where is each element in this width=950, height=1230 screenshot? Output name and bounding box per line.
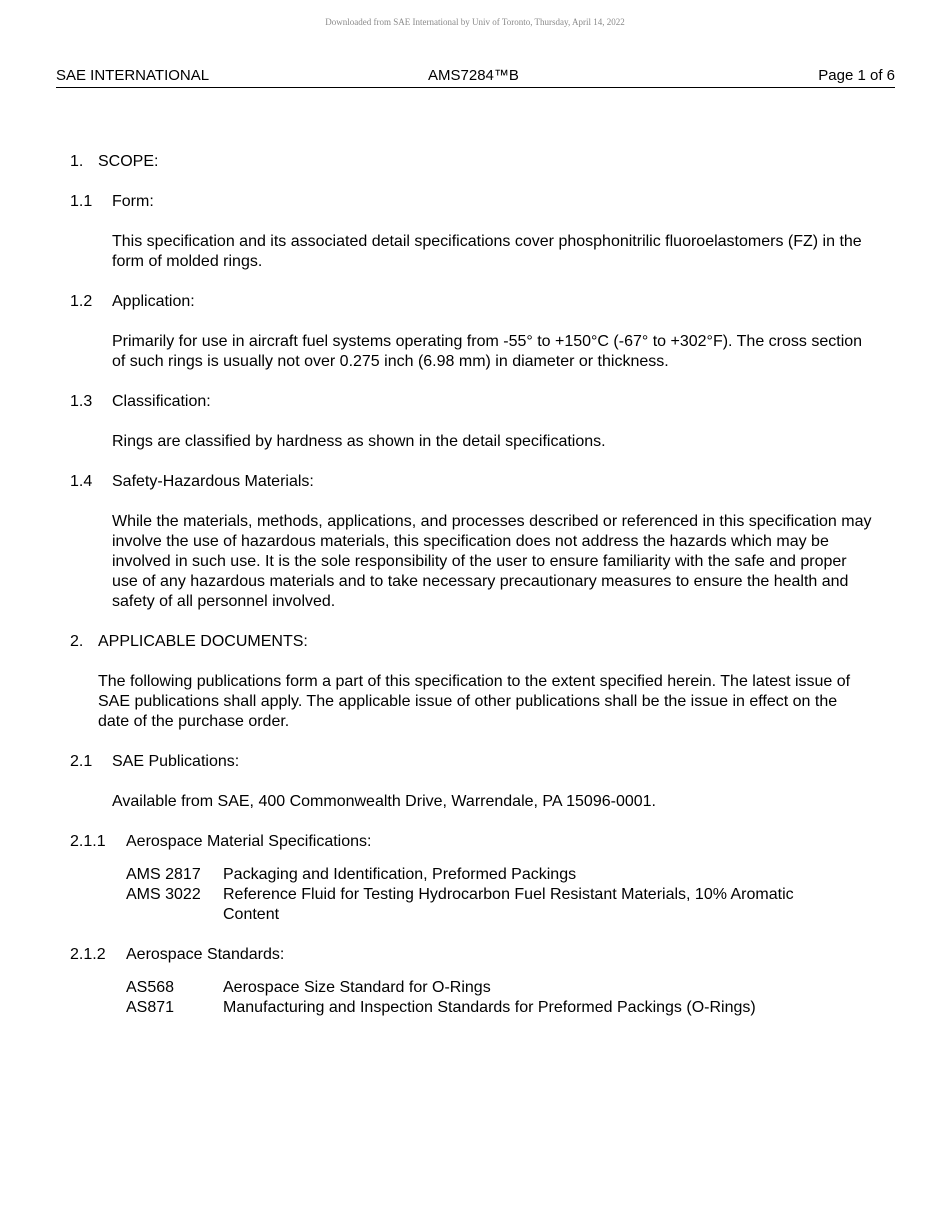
section-paragraph-safety: While the materials, methods, applications, and processes described or referenced in this specification may involve the use of hazardous materials, this specification does not address the hazards which may be involved in such use. It is the sole responsibility of the user to ensure familiarity with the safe and proper use of any hazardous materials and to take necessary precautionary measures to ensure the health and safety of all personnel involved. <box>112 513 872 610</box>
section-heading-aerospace-standards <box>70 945 870 965</box>
reference-description: Packaging and Identification, Preformed Packings <box>223 866 577 883</box>
section-number: 2.1 <box>70 753 93 770</box>
section-heading-scope <box>70 152 870 172</box>
page-number: Page 1 of 6 <box>818 67 895 84</box>
section-title: SCOPE: <box>98 153 159 170</box>
reference-code: AS871 <box>126 999 175 1016</box>
ams-reference-list <box>70 865 870 925</box>
publisher-name: SAE INTERNATIONAL <box>56 67 210 84</box>
section-title: APPLICABLE DOCUMENTS: <box>98 633 308 650</box>
section-paragraph-form: This specification and its associated detail specifications cover phosphonitrilic fluoroelastomers (FZ) in the form of molded rings. <box>112 233 862 270</box>
section-title: Aerospace Standards: <box>126 946 285 963</box>
reference-description: Manufacturing and Inspection Standards for Preformed Packings (O-Rings) <box>223 999 756 1016</box>
download-watermark: Downloaded from SAE International by Univ of Toronto, Thursday, April 14, 2022 <box>325 17 625 27</box>
section-heading-safety <box>70 472 870 492</box>
section-title: Safety-Hazardous Materials: <box>112 473 314 490</box>
section-number: 2. <box>70 633 84 650</box>
as-reference-list <box>70 978 870 1018</box>
page-header <box>56 66 895 88</box>
section-paragraph-classification: Rings are classified by hardness as shown in the detail specifications. <box>112 433 606 450</box>
section-title: Application: <box>112 293 195 310</box>
section-heading-sae-publications <box>70 752 870 772</box>
section-heading-aerospace-material-specifications <box>70 832 870 852</box>
section-number: 1. <box>70 153 84 170</box>
document-number: AMS7284™B <box>428 67 519 84</box>
section-paragraph-sae-publications: Available from SAE, 400 Commonwealth Drive, Warrendale, PA 15096-0001. <box>112 793 656 810</box>
reference-code: AS568 <box>126 979 175 996</box>
reference-row <box>70 978 843 998</box>
section-title: Form: <box>112 193 154 210</box>
section-title: Classification: <box>112 393 211 410</box>
section-paragraph-application: Primarily for use in aircraft fuel systems operating from -55° to +150°C (-67° to +302°F). The cross section of such rings is usually not over 0.275 inch (6.98 mm) in diameter or thickness. <box>112 333 863 370</box>
section-number: 1.2 <box>70 293 93 310</box>
section-number: 1.1 <box>70 193 93 210</box>
reference-code: AMS 3022 <box>126 886 201 903</box>
section-heading-applicable-documents <box>70 632 870 652</box>
reference-code: AMS 2817 <box>126 866 201 883</box>
reference-description: Aerospace Size Standard for O-Rings <box>223 979 491 996</box>
section-number: 1.3 <box>70 393 93 410</box>
section-number: 1.4 <box>70 473 93 490</box>
reference-description: Reference Fluid for Testing Hydrocarbon Fuel Resistant Materials, 10% Aromatic Content <box>223 886 794 923</box>
section-heading-classification <box>70 392 870 412</box>
section-heading-application <box>70 292 870 312</box>
section-paragraph-applicable-documents: The following publications form a part of this specification to the extent specified herein. The latest issue of SAE publications shall apply. The applicable issue of other publications shall be the issue in effect on the date of the purchase order. <box>98 673 851 730</box>
section-heading-form <box>70 192 870 212</box>
reference-row <box>70 865 843 885</box>
reference-row <box>70 885 843 925</box>
section-title: Aerospace Material Specifications: <box>126 833 372 850</box>
document-body <box>70 152 870 1038</box>
section-number: 2.1.1 <box>70 833 106 850</box>
section-title: SAE Publications: <box>112 753 240 770</box>
reference-row <box>70 998 843 1018</box>
section-number: 2.1.2 <box>70 946 106 963</box>
